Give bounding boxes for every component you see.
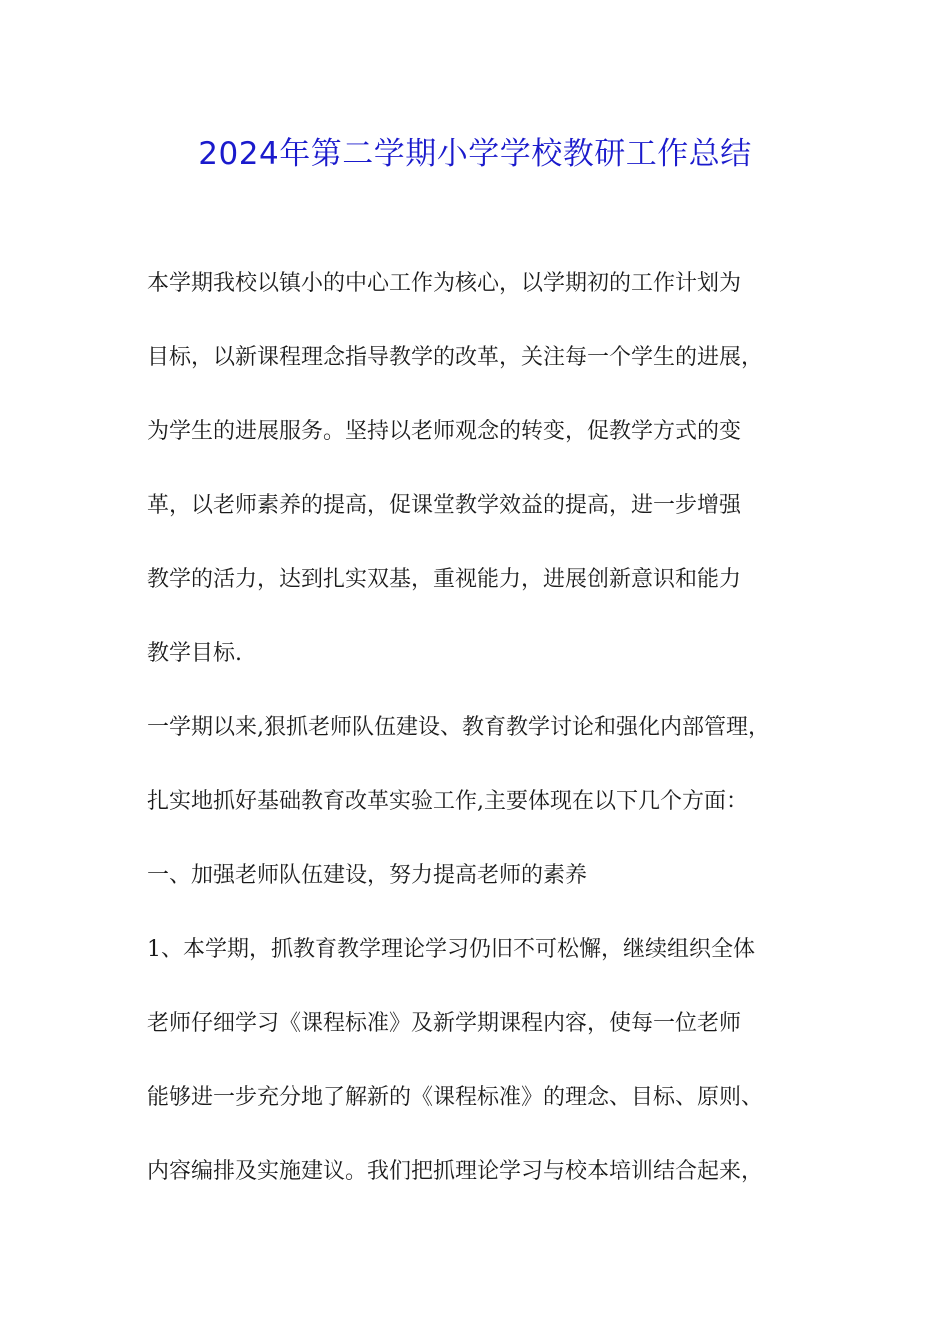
body-line-5: 教学的活力，达到扎实双基，重视能力，进展创新意识和能力 <box>147 567 742 592</box>
body-line-13: 内容编排及实施建议。我们把抓理论学习与校本培训结合起来， <box>147 1159 764 1184</box>
body-line-8: 扎实地抓好基础教育改革实验工作,主要体现在以下几个方面： <box>147 789 748 814</box>
body-line-6: 教学目标. <box>147 641 242 666</box>
body-line-10: 1、本学期，抓教育教学理论学习仍旧不可松懈，继续组织全体 <box>147 937 755 962</box>
body-line-3: 为学生的进展服务。坚持以老师观念的转变，促教学方式的变 <box>147 419 742 444</box>
body-line-12: 能够进一步充分地了解新的《课程标准》的理念、目标、原则、 <box>147 1085 764 1110</box>
body-line-1: 本学期我校以镇小的中心工作为核心，以学期初的工作计划为 <box>147 271 742 296</box>
section-heading-1: 一、加强老师队伍建设，努力提高老师的素养 <box>147 863 588 888</box>
body-line-7: 一学期以来,狠抓老师队伍建设、教育教学讨论和强化内部管理， <box>147 715 770 740</box>
body-line-11: 老师仔细学习《课程标准》及新学期课程内容，使每一位老师 <box>147 1011 742 1036</box>
document-title: 2024年第二学期小学学校教研工作总结 <box>198 136 752 172</box>
body-line-2: 目标，以新课程理念指导教学的改革，关注每一个学生的进展， <box>147 345 764 370</box>
body-line-4: 革，以老师素养的提高，促课堂教学效益的提高，进一步增强 <box>147 493 742 518</box>
